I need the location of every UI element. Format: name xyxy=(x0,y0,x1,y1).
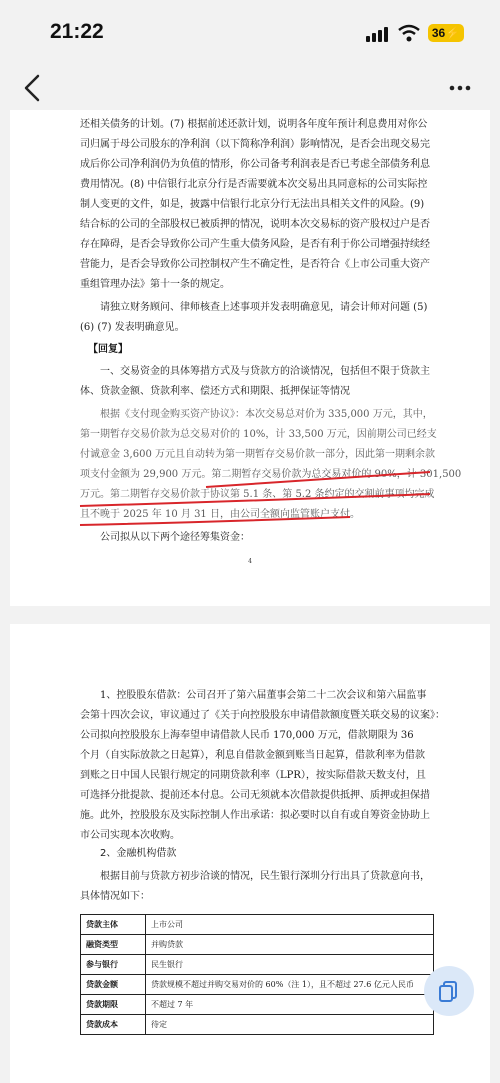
table-key: 贷款期限 xyxy=(81,995,146,1015)
table-row xyxy=(81,975,434,995)
text-line: 公司拟向控股股东上海奉望申请借款人民币 170,000 万元，借款期限为 36 xyxy=(80,730,414,741)
table-value: 贷款规模不超过并购交易对价的 60%（注 1），且不超过 27.6 亿元人民币 xyxy=(146,975,434,995)
signal-icon xyxy=(366,26,390,42)
text-line: 个月（自实际放款之日起算），利息自借款金额到账当日起算，借款利率为借款 xyxy=(80,750,425,761)
text-line: 市公司实现本次收购。 xyxy=(80,830,180,841)
table-key: 贷款成本 xyxy=(81,1015,146,1035)
more-options-button[interactable] xyxy=(440,80,480,96)
subsection-heading: 2、金融机构借款 xyxy=(100,848,177,859)
wifi-icon xyxy=(398,24,420,42)
table-key: 融资类型 xyxy=(81,935,146,955)
text-line: 施。此外，控股股东及实际控制人作出承诺：拟必要时以自有或自筹资金协助上 xyxy=(80,810,430,821)
text-line: 存在障碍，是否会导致你公司产生重大债务风险，是否有利于你公司增强持续经 xyxy=(80,239,430,250)
table-key: 参与银行 xyxy=(81,955,146,975)
table-row xyxy=(81,1015,434,1035)
text-line: 1、控股股东借款：公司召开了第六届董事会第二十二次会议和第六届监事 xyxy=(100,690,427,701)
table-value: 上市公司 xyxy=(146,915,434,935)
table-key: 贷款主体 xyxy=(81,915,146,935)
text-line: 营能力，是否会导致你公司控制权产生不确定性，是否符合《上市公司重大资产 xyxy=(80,259,430,270)
loan-terms-table xyxy=(80,914,434,1035)
status-time: 21:22 xyxy=(50,20,104,43)
back-button[interactable] xyxy=(18,72,48,104)
text-line: 根据《支付现金购买资产协议》：本次交易总对价为 335,000 万元，其中， xyxy=(100,409,433,420)
document-page-4 xyxy=(10,110,490,606)
battery-icon: 36⚡ xyxy=(428,24,464,42)
section-heading: 一、交易资金的具体筹措方式及与贷款方的洽谈情况，包括但不限于贷款主 xyxy=(100,366,430,377)
text-line: 万元。第二期暂存交易价款于协议第 5.1 条、第 5.2 条约定的交割前事项均完成 xyxy=(80,489,435,500)
table-row xyxy=(81,935,434,955)
text-line: 司归属于母公司股东的净利润（以下简称净利润）影响情况，是否会出现交易完 xyxy=(80,139,430,150)
status-bar xyxy=(0,0,500,60)
text-line: 请独立财务顾问、律师核查上述事项并发表明确意见，请会计师对问题 (5) xyxy=(100,302,428,313)
text-line: 成后你公司净利润仍为负值的情形，你公司备考利润表是否已考虑全部债务利息 xyxy=(80,159,430,170)
document-page-5 xyxy=(10,624,490,1083)
table-row xyxy=(81,995,434,1015)
table-key: 贷款金额 xyxy=(81,975,146,995)
text-line: 重组管理办法》第十一条的规定。 xyxy=(80,279,230,290)
table-value: 待定 xyxy=(146,1015,434,1035)
text-line: (6) (7) 发表明确意见。 xyxy=(80,322,185,333)
reply-heading: 【回复】 xyxy=(88,344,128,355)
table-value: 并购贷款 xyxy=(146,935,434,955)
section-heading: 体、贷款金额、贷款利率、偿还方式和期限、抵押保证等情况 xyxy=(80,386,350,397)
text-line: 根据目前与贷款方初步洽谈的情况，民生银行深圳分行出具了贷款意向书， xyxy=(100,871,430,882)
text-line: 可选择分批提款、提前还本付息。公司无须就本次借款提供抵押、质押或担保措 xyxy=(80,790,430,801)
nav-bar xyxy=(0,60,500,116)
text-line: 到账之日中国人民银行规定的同期贷款利率（LPR），按实际借款天数支付，且 xyxy=(80,770,426,781)
text-line: 具体情况如下： xyxy=(80,891,150,902)
text-line: 且不晚于 2025 年 10 月 31 日，由公司全额向监管账户支付。 xyxy=(80,509,360,520)
copy-icon xyxy=(437,979,461,1003)
text-line: 制人变更的文件，如是，披露中信银行北京分行无法出具相关文件的风险。(9) xyxy=(80,199,425,210)
table-row xyxy=(81,915,434,935)
text-line: 结合标的公司的全部股权已被质押的情况，说明本次交易标的资产股权过户是否 xyxy=(80,219,430,230)
table-row xyxy=(81,955,434,975)
battery-level: 36 xyxy=(431,26,446,40)
text-line: 费用情况。(8) 中信银行北京分行是否需要就本次交易出具同意标的公司实际控 xyxy=(80,179,428,190)
text-line: 第一期暂存交易价款为总交易对价的 10%，计 33,500 万元，因前期公司已经支 xyxy=(80,429,437,440)
text-line: 公司拟从以下两个途径筹集资金： xyxy=(100,532,250,543)
text-line: 项支付金额为 29,900 万元。第二期暂存交易价款为总交易对价的 90%，计 301,500 xyxy=(80,469,462,480)
table-value: 民生银行 xyxy=(146,955,434,975)
copy-button[interactable] xyxy=(424,966,474,1016)
text-line: 付诚意金 3,600 万元且自动转为第一期暂存交易价款一部分，因此第一期剩余款 xyxy=(80,449,435,460)
table-value: 不超过 7 年 xyxy=(146,995,434,1015)
page-number: 4 xyxy=(248,558,252,565)
text-line: 会第十四次会议，审议通过了《关于向控股股东申请借款额度暨关联交易的议案》： xyxy=(80,710,445,721)
text-line: 还相关债务的计划。(7) 根据前述还款计划，说明各年度年预计利息费用对你公 xyxy=(80,119,428,130)
